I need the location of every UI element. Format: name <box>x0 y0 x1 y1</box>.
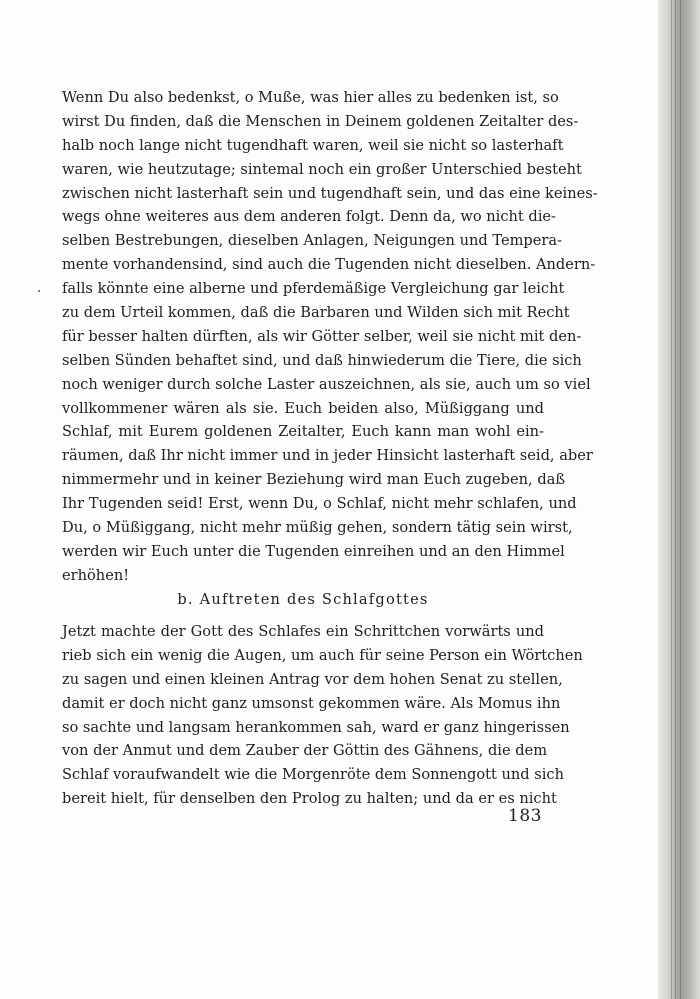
text-line: Schlaf, mit Eurem goldenen Zeitalter, Euch kann man wohl ein- <box>62 423 544 441</box>
text-line: für besser halten dürften, als wir Götter selber, weil sie nicht mit den- <box>62 327 582 345</box>
text-line: zwischen nicht lasterhaft sein und tugendhaft sein, und das eine keines- <box>62 184 598 202</box>
text-line: noch weniger durch solche Laster auszeichnen, als sie, auch um so viel <box>62 375 591 393</box>
text-line: mente vorhandensind, sind auch die Tugenden nicht dieselben. Andern- <box>62 256 596 274</box>
text-line: falls könnte eine alberne und pferdemäßige Vergleichung gar leicht <box>62 280 565 298</box>
text-line: selben Bestrebungen, dieselben Anlagen, Neigungen und Tempera- <box>62 232 563 250</box>
text-line: von der Anmut und dem Zauber der Göttin des Gähnens, die dem <box>62 742 548 760</box>
section-heading: b. Auftreten des Schlafgottes <box>177 591 429 608</box>
text-line: Wenn Du also bedenkst, o Muße, was hier alles zu bedenken ist, so <box>62 89 559 106</box>
text-line: damit er doch nicht ganz umsonst gekommen wäre. Als Momus ihn <box>62 694 561 712</box>
text-line: wirst Du finden, daß die Menschen in Deinem goldenen Zeitalter des- <box>62 112 579 130</box>
text-line: Ihr Tugenden seid! Erst, wenn Du, o Schlaf, nicht mehr schlafen, und <box>62 495 577 513</box>
page-edge-shadow <box>658 0 700 999</box>
text-line: selben Sünden behaftet sind, und daß hinwiederum die Tiere, die sich <box>62 351 582 369</box>
body-paragraph-1 <box>62 86 598 588</box>
page-number: 183 <box>508 806 542 826</box>
text-line: Schlaf voraufwandelt wie die Morgenröte dem Sonnengott und sich <box>62 766 565 784</box>
text-line: werden wir Euch unter die Tugenden einreihen und an den Himmel <box>62 542 565 560</box>
text-line: zu dem Urteil kommen, daß die Barbaren und Wilden sich mit Recht <box>62 304 570 322</box>
text-line: vollkommener wären als sie. Euch beiden also, Müßiggang und <box>62 399 544 417</box>
text-line: bereit hielt, für denselben den Prolog zu halten; und da er es nicht <box>62 790 557 808</box>
text-line: rieb sich ein wenig die Augen, um auch für seine Person ein Wörtchen <box>62 646 583 664</box>
text-line: halb noch lange nicht tugendhaft waren, weil sie nicht so lasterhaft <box>62 136 564 154</box>
text-line: wegs ohne weiteres aus dem anderen folgt. Denn da, wo nicht die- <box>62 208 556 226</box>
text-line: nimmermehr und in keiner Beziehung wird man Euch zugeben, daß <box>62 471 566 489</box>
text-line: so sachte und langsam herankommen sah, ward er ganz hingerissen <box>62 718 570 736</box>
text-line: räumen, daß Ihr nicht immer und in jeder Hinsicht lasterhaft seid, aber <box>62 447 593 465</box>
text-line: waren, wie heutzutage; sintemal noch ein großer Unterschied besteht <box>62 160 582 178</box>
text-line: zu sagen und einen kleinen Antrag vor dem hohen Senat zu stellen, <box>62 670 563 688</box>
binding-mark <box>38 290 40 292</box>
text-line: Du, o Müßiggang, nicht mehr müßig gehen, sondern tätig sein wirst, <box>62 519 573 537</box>
text-line: erhöhen! <box>62 566 130 584</box>
text-line: Jetzt machte der Gott des Schlafes ein Schrittchen vorwärts und <box>62 623 544 640</box>
body-paragraph-2 <box>62 620 583 811</box>
